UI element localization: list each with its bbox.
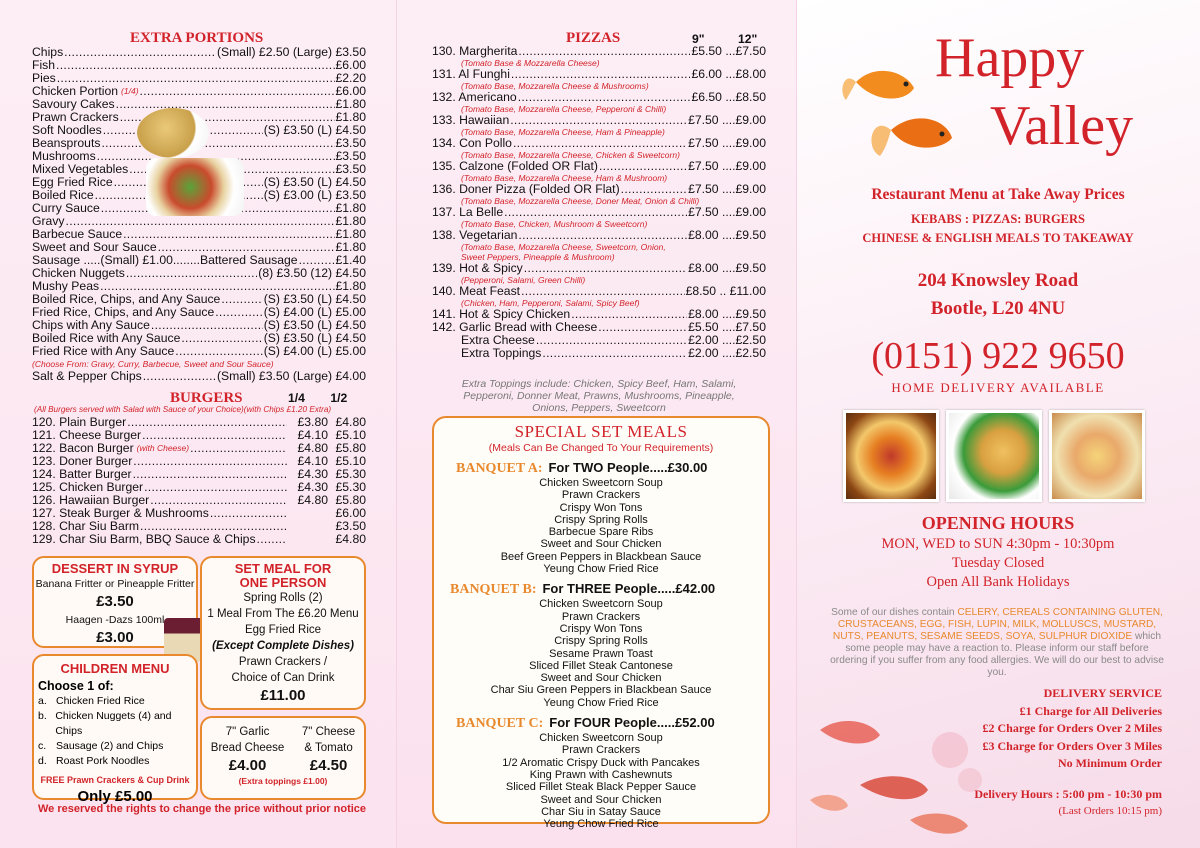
banquet-item: Crispy Spring Rolls: [554, 513, 648, 526]
banquet-item: Char Siu Green Peppers in Blackbean Sauce: [490, 684, 712, 697]
dot-leader: [144, 481, 287, 494]
dot-leader: [133, 468, 287, 481]
extra-portions-title: EXTRA PORTIONS: [130, 30, 264, 46]
banquet-item: Chicken Sweetcorn Soup: [539, 598, 663, 611]
address-line1: 204 Knowsley Road: [917, 270, 1079, 291]
menu-row: [32, 59, 366, 72]
item-name: Fried Rice, Chips, and Any Sauce: [32, 305, 215, 319]
children-item-text: Sausage (2) and Chips: [56, 740, 164, 752]
garlic-a2: Bread Cheese: [210, 742, 285, 754]
address-line2: Bootle, L20 4NU: [930, 298, 1066, 319]
item-name: Fried Rice with Any Sauce: [32, 344, 175, 358]
item-price: (Small) £2.50 (Large) £3.50: [216, 45, 366, 59]
banquet-label: BANQUET A:: [456, 461, 543, 476]
item-name: Chips: [32, 45, 64, 59]
item-name: 141. Hot & Spicy Chicken: [432, 307, 571, 321]
pizza-row: [432, 160, 766, 173]
item-name: Barbecue Sauce: [32, 227, 123, 241]
pizza-col-12: 12": [737, 32, 758, 46]
item-note: (with Cheese): [136, 443, 190, 453]
banquet-item: Prawn Crackers: [561, 489, 641, 502]
banquet-item: Prawn Crackers: [561, 610, 641, 623]
price-quarter: £4.80: [297, 493, 328, 507]
opening-hours-line1: MON, WED to SUN 4:30pm - 10:30pm: [881, 536, 1115, 552]
home-delivery: HOME DELIVERY AVAILABLE: [891, 380, 1105, 395]
item-name: 131. Al Funghi: [432, 67, 510, 81]
banquet-item: Yeung Chow Fried Rice: [543, 563, 659, 576]
pizza-ingredients: (Tomato Base & Mozzarella Cheese): [461, 58, 600, 68]
pizza-ingredients: (Tomato Base, Mozzarella Cheese & Mushrooms): [461, 81, 649, 91]
price-quarter: £4.30: [297, 480, 328, 494]
set-meal-line: Egg Fried Rice: [244, 624, 322, 636]
banquet-item: Crispy Won Tons: [559, 501, 643, 514]
item-price: £8.00 ....£9.50: [688, 228, 766, 242]
banquet-item: 1/2 Aromatic Crispy Duck with Pancakes: [502, 756, 700, 769]
price-half: £4.80: [335, 415, 366, 429]
pizza-row: [432, 91, 766, 104]
item-price: £6.50 ...£8.50: [691, 90, 766, 104]
item-name: Egg Fried Rice: [32, 175, 113, 189]
pizza-ingredients: (Tomato Base, Mozzarella Cheese, Sweetcorn, Onion,: [461, 242, 666, 252]
item-price: (S) £3.50 (L) £4.50: [263, 175, 366, 189]
pizza-photo: [843, 410, 939, 502]
burgers-title: BURGERS: [170, 390, 243, 406]
toppings-note: [432, 378, 766, 414]
item-price: £3.50: [335, 136, 366, 150]
tagline: Restaurant Menu at Take Away Prices: [871, 186, 1125, 203]
pizza-row: [432, 229, 766, 242]
item-name: Mushy Peas: [32, 279, 100, 293]
dot-leader: [504, 206, 687, 219]
dot-leader: [257, 533, 287, 546]
toppings-line: Pepperoni, Donner Meat, Prawns, Mushrooms, Pineapple,: [463, 390, 735, 402]
dot-leader: [190, 442, 287, 455]
pizza-row: [432, 137, 766, 150]
banquet-item: Char Siu in Satay Sauce: [541, 805, 661, 818]
item-name: Savoury Cakes: [32, 97, 115, 111]
children-item-letter: c.: [38, 740, 47, 752]
set-meal-line: Choice of Can Drink: [231, 672, 335, 684]
item-price: £1.80: [335, 201, 366, 215]
menu-row: [32, 46, 366, 59]
item-name: Sweet and Sour Sauce: [32, 240, 157, 254]
item-name: Mushrooms: [32, 149, 96, 163]
item-price: £6.00: [335, 84, 366, 98]
item-name: 137. La Belle: [432, 205, 504, 219]
item-price: £2.20: [335, 71, 366, 85]
banquet-item: Sesame Prawn Toast: [549, 647, 653, 660]
item-price: (S) £3.50 (L) £4.50: [263, 318, 366, 332]
item-name: 142. Garlic Bread with Cheese: [432, 320, 598, 334]
pizza-row: [432, 262, 766, 275]
dot-leader: [116, 98, 335, 111]
item-price: £7.50 ....£9.00: [688, 205, 766, 219]
item-name: Prawn Crackers: [32, 110, 119, 124]
dot-leader: [598, 321, 687, 334]
pizza-ingredients: Sweet Peppers, Pineapple & Mushroom): [461, 252, 615, 262]
item-name: Gravy: [32, 214, 65, 228]
delivery-title: DELIVERY SERVICE: [1043, 686, 1162, 700]
pizza-row: [432, 68, 766, 81]
garlic-b1: 7" Cheese: [301, 726, 356, 738]
dessert-line1: Banana Fritter or Pineapple Fritter: [35, 578, 195, 590]
dot-leader: [127, 416, 287, 429]
item-name: 129. Char Siu Barm, BBQ Sauce & Chips: [32, 532, 256, 546]
price-quarter: [288, 507, 328, 520]
dot-leader: [181, 332, 262, 345]
burger-col-quarter: 1/4: [288, 391, 305, 405]
special-set-meals-box: [432, 416, 770, 831]
pizza-row: [432, 183, 766, 196]
item-name: 127. Steak Burger & Mushrooms: [32, 506, 209, 520]
banquet-item: Prawn Crackers: [561, 744, 641, 757]
item-price: (S) £4.00 (L) £5.00: [263, 305, 366, 319]
set-meal-title2: ONE PERSON: [239, 575, 327, 590]
item-price: £1.80: [335, 227, 366, 241]
menu-row: [32, 370, 366, 383]
price-quarter: £3.80: [297, 415, 328, 429]
item-name: Curry Sauce: [32, 201, 100, 215]
delivery-service: [900, 685, 1162, 821]
banquet-label: BANQUET C:: [456, 716, 544, 732]
pizzas-list: [432, 45, 766, 360]
banquet-desc: For TWO People.....£30.00: [548, 460, 708, 475]
children-box: [32, 654, 198, 805]
garlic-b2: & Tomato: [304, 742, 353, 754]
phone-number: (0151) 922 9650: [871, 335, 1125, 377]
dot-leader: [510, 114, 687, 127]
burger-row: [32, 533, 366, 546]
banquet-item: Barbecue Spare Ribs: [548, 526, 654, 539]
noodles-photo: [137, 108, 209, 158]
garlic-note: (Extra toppings £1.00): [238, 776, 328, 786]
item-price: £1.80: [335, 214, 366, 228]
dot-leader: [513, 137, 687, 150]
garlic-b-price: £4.50: [309, 757, 348, 774]
price-quarter: £4.30: [297, 467, 328, 481]
price-quarter: £4.80: [297, 441, 328, 455]
pizza-row: [432, 285, 766, 298]
dessert-price2: £3.00: [96, 629, 134, 646]
categories-line1: KEBABS : PIZZAS: BURGERS: [911, 212, 1085, 226]
banquet-heading: [434, 460, 768, 477]
item-name: Soft Noodles: [32, 123, 102, 137]
last-orders: (Last Orders 10:15 pm): [1058, 805, 1162, 817]
burger-col-half: 1/2: [330, 391, 348, 405]
banquet-label: BANQUET B:: [450, 582, 537, 598]
banquet-heading: [434, 581, 768, 598]
opening-hours-line3: Open All Bank Holidays: [926, 574, 1070, 590]
banquet-desc: For THREE People.....£42.00: [542, 581, 716, 597]
pizza-row: [432, 347, 766, 360]
item-name: 120. Plain Burger: [32, 415, 127, 429]
item-price: £8.00 ....£9.50: [688, 261, 766, 275]
pizza-ingredients: (Chicken, Ham, Pepperoni, Salami, Spicy Beef): [461, 298, 640, 308]
item-name: Beansprouts: [32, 136, 101, 150]
dot-leader: [542, 347, 687, 360]
pizza-ingredients: (Tomato Base, Mozzarella Cheese, Ham & Mushroom): [461, 173, 668, 183]
delivery-line1: £1 Charge for All Deliveries: [1019, 703, 1162, 718]
pizza-row: [432, 206, 766, 219]
item-name: 134. Con Pollo: [432, 136, 512, 150]
item-name: 135. Calzone (Folded OR Flat): [432, 159, 598, 173]
banquet-item: King Prawn with Cashewnuts: [529, 768, 673, 781]
price-half: £5.30: [335, 480, 366, 494]
children-item-text: Roast Pork Noodles: [56, 755, 150, 767]
children-choose: Choose 1 of:: [38, 679, 114, 693]
item-price: £3.50: [335, 162, 366, 176]
item-price: £6.00: [335, 58, 366, 72]
pizza-row: [432, 45, 766, 58]
dessert-price1: £3.50: [96, 593, 134, 610]
dessert-title: DESSERT IN SYRUP: [51, 561, 179, 576]
banquet-item: Sweet and Sour Chicken: [540, 672, 662, 685]
price-half: £5.80: [335, 493, 366, 507]
price-quarter: £4.10: [297, 454, 328, 468]
item-name: Sausage .....(Small) £1.00........Battered Sausage: [32, 253, 298, 267]
item-name: 136. Doner Pizza (Folded OR Flat): [432, 182, 620, 196]
price-quarter: [288, 520, 328, 533]
brand-happy: Happy: [935, 27, 1085, 89]
item-name: 125. Chicken Burger: [32, 480, 144, 494]
price-half: £3.50: [335, 519, 366, 533]
set-meal-line: 1 Meal From The £6.20 Menu: [207, 608, 359, 620]
dot-leader: [133, 455, 287, 468]
special-subtitle: (Meals Can Be Changed To Your Requirements): [488, 442, 714, 454]
banquet-heading: [434, 715, 768, 732]
dessert-line2: Haagen -Dazs 100ml: [65, 614, 165, 626]
item-name: 132. Americano: [432, 90, 517, 104]
item-price: £7.50 ....£9.00: [688, 182, 766, 196]
pizza-ingredients: (Tomato Base, Mozzarella Cheese, Doner Meat, Onion & Chilli): [461, 196, 700, 206]
set-meal-price: £11.00: [260, 687, 306, 704]
fried-rice-photo: [1049, 410, 1145, 502]
item-note: (1/4): [121, 86, 139, 96]
sauce-note: (Choose From: Gravy, Curry, Barbecue, Sweet and Sour Sauce): [32, 359, 274, 369]
dot-leader: [511, 68, 691, 81]
item-price: (8) £3.50 (12) £4.50: [258, 266, 366, 280]
price-half: £5.10: [335, 454, 366, 468]
item-name: Mixed Vegetables: [32, 162, 129, 176]
item-price: £7.50 ....£9.00: [688, 113, 766, 127]
banquet-item: Chicken Sweetcorn Soup: [539, 732, 663, 745]
allergy-pre: Some of our dishes contain: [831, 607, 958, 618]
children-item: [38, 709, 196, 739]
dot-leader: [521, 285, 685, 298]
item-price: £5.50 ....£7.50: [688, 320, 766, 334]
children-item-letter: b.: [38, 710, 47, 722]
brand-valley: Valley: [990, 95, 1134, 157]
item-name: 121. Cheese Burger: [32, 428, 142, 442]
toppings-line: Onions, Peppers, Sweetcorn: [532, 402, 666, 414]
children-item: [38, 739, 196, 754]
item-price: £5.50 ...£7.50: [691, 44, 766, 58]
children-price: Only £5.00: [77, 788, 153, 805]
allergy-notice: [826, 607, 1168, 679]
item-name: 122. Bacon Burger: [32, 441, 134, 455]
children-item-text: Chicken Nuggets (4) and Chips: [55, 710, 172, 737]
item-name: 133. Hawaiian: [432, 113, 510, 127]
set-meal-except: (Except Complete Dishes): [212, 640, 354, 652]
item-price: £8.50 .. £11.00: [685, 284, 766, 298]
delivery-line2: £2 Charge for Orders Over 2 Miles: [982, 721, 1162, 735]
pizza-col-9: 9": [692, 32, 705, 46]
opening-hours-line2: Tuesday Closed: [951, 555, 1045, 571]
children-item-letter: a.: [38, 695, 47, 707]
burgers-list: [32, 416, 366, 546]
burgers-note: (All Burgers served with Salad with Sauce of your Choice)(with Chips £1.20 Extra): [34, 405, 332, 414]
item-price: (Small) £3.50 (Large) £4.00: [216, 369, 366, 383]
banquet-item: Sliced Fillet Steak Black Pepper Sauce: [505, 781, 697, 794]
item-name: Boiled Rice, Chips, and Any Sauce: [32, 292, 221, 306]
item-name: Extra Cheese: [461, 333, 535, 347]
item-name: Chicken Nuggets: [32, 266, 125, 280]
categories-line2: CHINESE & ENGLISH MEALS TO TAKEAWAY: [862, 231, 1134, 245]
allergy-post: which some people may have a reaction to. Please inform our staff before ordering if you suffer from any food allergies. We will do our best to advise you.: [830, 631, 1164, 678]
pizza-row: [432, 114, 766, 127]
item-price: £1.80: [335, 97, 366, 111]
children-title: CHILDREN MENU: [60, 661, 170, 676]
children-item: [38, 694, 196, 709]
item-price: £7.50 ....£9.00: [688, 159, 766, 173]
pizza-ingredients: (Pepperoni, Salami, Green Chilli): [461, 275, 586, 285]
item-price: (S) £3.50 (L) £4.50: [263, 331, 366, 345]
set-meal-box: [200, 556, 366, 710]
item-name: 140. Meat Feast: [432, 284, 521, 298]
item-price: £6.00 ...£8.00: [691, 67, 766, 81]
children-item-text: Chicken Fried Rice: [56, 695, 145, 707]
banquet-item: Sliced Fillet Steak Cantonese: [529, 659, 673, 672]
item-price: £3.50: [335, 149, 366, 163]
price-half: £6.00: [335, 506, 366, 520]
garlic-bread-box: [200, 716, 366, 800]
pizza-ingredients: (Tomato Base, Mozzarella Cheese, Ham & Pineapple): [461, 127, 665, 137]
dot-leader: [143, 370, 216, 383]
item-price: £1.40: [335, 253, 366, 267]
pizzas-title: PIZZAS: [566, 30, 621, 46]
dot-leader: [64, 46, 216, 59]
dot-leader: [518, 91, 691, 104]
item-name: Pies: [32, 71, 56, 85]
item-price: £1.80: [335, 240, 366, 254]
price-half: £4.80: [335, 532, 366, 546]
dot-leader: [599, 160, 687, 173]
item-price: £7.50 ....£9.00: [688, 136, 766, 150]
fish-chips-photo: [946, 410, 1042, 502]
item-price: (S) £4.00 (L) £5.00: [263, 344, 366, 358]
dot-leader: [142, 429, 287, 442]
banquet-item: Beef Green Peppers in Blackbean Sauce: [500, 550, 702, 563]
item-name: Chicken Portion: [32, 84, 119, 98]
item-name: Boiled Rice: [32, 188, 94, 202]
dot-leader: [621, 183, 687, 196]
dot-leader: [210, 507, 287, 520]
item-name: 138. Vegetarian: [432, 228, 518, 242]
price-half: £5.80: [335, 441, 366, 455]
children-item: [38, 754, 196, 769]
set-meal-line: Spring Rolls (2): [243, 592, 323, 604]
item-name: 126. Hawaiian Burger: [32, 493, 150, 507]
item-price: (S) £3.00 (L) £3.50: [263, 188, 366, 202]
set-meal-line: Prawn Crackers /: [238, 656, 328, 668]
menu-row: [32, 345, 366, 358]
item-name: Chips with Any Sauce: [32, 318, 150, 332]
salad-photo: [146, 158, 244, 216]
dot-leader: [126, 267, 257, 280]
dot-leader: [140, 85, 335, 98]
pizza-ingredients: (Tomato Base, Mozzarella Cheese, Pepperoni & Chilli): [461, 104, 667, 114]
item-name: 128. Char Siu Barm: [32, 519, 140, 533]
delivery-hours: Delivery Hours : 5:00 pm - 10:30 pm: [974, 786, 1162, 801]
banquet-item: Chicken Sweetcorn Soup: [539, 477, 663, 489]
dot-leader: [518, 229, 687, 242]
dot-leader: [56, 59, 334, 72]
item-price: £1.80: [335, 279, 366, 293]
item-name: Boiled Rice with Any Sauce: [32, 331, 181, 345]
rights-note: We reserved the rights to change the price without prior notice: [38, 803, 367, 815]
dot-leader: [536, 334, 687, 347]
item-price: (S) £3.50 (L) £4.50: [263, 123, 366, 137]
price-half: £5.30: [335, 467, 366, 481]
banquet-item: Sweet and Sour Chicken: [540, 793, 662, 806]
item-price: £8.00 ....£9.50: [688, 307, 766, 321]
children-free: FREE Prawn Crackers & Cup Drink: [40, 775, 190, 785]
banquet-desc: For FOUR People.....£52.00: [549, 715, 715, 731]
item-name: Fish: [32, 58, 56, 72]
toppings-line: Extra Toppings include: Chicken, Spicy Beef, Ham, Salami,: [461, 378, 737, 390]
dot-leader: [101, 137, 334, 150]
banquet-item: Crispy Won Tons: [559, 622, 643, 635]
price-quarter: [288, 533, 328, 546]
allergy-list: CELERY, CEREALS CONTAINING GLUTEN, CRUSTACEANS, EGG, FISH, LUPIN, MILK, MOLLUSCS, MUSTARD, NUTS, PEANUTS, SESAME SEEDS, SOYA, SULPHUR DIOXIDE: [832, 607, 1163, 642]
price-quarter: £4.10: [297, 428, 328, 442]
dot-leader: [215, 306, 262, 319]
opening-hours-title: OPENING HOURS: [921, 513, 1075, 533]
banquet-item: Yeung Chow Fried Rice: [543, 818, 659, 831]
item-price: £2.00 ....£2.50: [688, 333, 766, 347]
banquet-item: Crispy Spring Rolls: [554, 635, 648, 648]
dot-leader: [518, 45, 690, 58]
special-title: SPECIAL SET MEALS: [514, 422, 688, 441]
pizza-ingredients: (Tomato Base, Mozzarella Cheese, Chicken & Sweetcorn): [461, 150, 680, 160]
item-name: 139. Hot & Spicy: [432, 261, 523, 275]
item-name: Salt & Pepper Chips: [32, 369, 142, 383]
item-name: Extra Toppings: [461, 346, 542, 360]
dot-leader: [175, 345, 262, 358]
price-half: £5.10: [335, 428, 366, 442]
item-price: £2.00 ....£2.50: [688, 346, 766, 360]
banquet-item: Sweet and Sour Chicken: [540, 538, 662, 551]
pizza-ingredients: (Tomato Base, Chicken, Mushroom & Sweetcorn): [461, 219, 648, 229]
delivery-line4: No Minimum Order: [1058, 756, 1162, 770]
garlic-a1: 7" Garlic: [225, 726, 270, 738]
dot-leader: [524, 262, 687, 275]
item-name: 124. Batter Burger: [32, 467, 132, 481]
item-name: 123. Doner Burger: [32, 454, 133, 468]
banquet-item: Yeung Chow Fried Rice: [543, 696, 659, 709]
delivery-line3: £3 Charge for Orders Over 3 Miles: [982, 738, 1162, 753]
item-name: 130. Margherita: [432, 44, 518, 58]
garlic-a-price: £4.00: [228, 757, 267, 774]
dot-leader: [221, 293, 262, 306]
item-price: £1.80: [335, 110, 366, 124]
set-meal-title1: SET MEAL FOR: [234, 561, 332, 576]
item-price: (S) £3.50 (L) £4.50: [263, 292, 366, 306]
children-item-letter: d.: [38, 755, 47, 767]
